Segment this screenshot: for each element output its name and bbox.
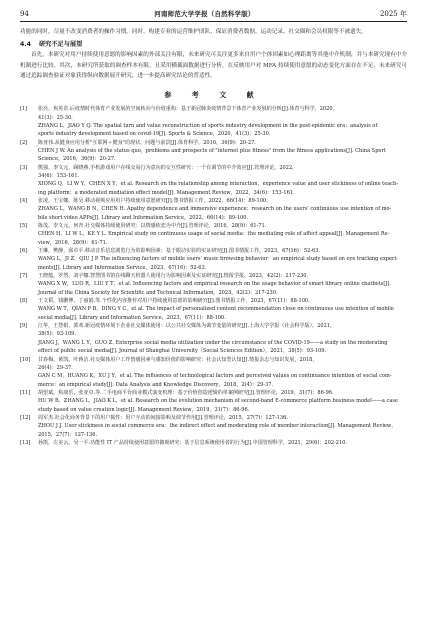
reference-line: 34(6)：153-161.	[38, 172, 80, 179]
journal-title: 河南师范大学学报（自然科学版）	[154, 10, 255, 18]
reference-line: view，2016，28(9)：61-71.	[38, 239, 108, 246]
reference-line: 王琳，樊静，邱卓平.移动音乐信息浏览行为的影响因素：基于眼动实验的实证研究[J].图书情报工作，2023，67(16)：52-63.	[38, 248, 321, 255]
reference-text	[38, 322, 407, 355]
reference-line: 张凌，王宝娜，陈吴.移动视频应用用户持续使用意愿研究[J].图书情报工作，2022，66(14)：89-100.	[38, 197, 268, 204]
reference-line: WANG W T，QIAN P B，DING Y C，et al. The impact of personalized content recommendation close on continuous use intention of mobile	[38, 306, 394, 313]
reference-line: CHEN H，LI W L，KE Y L. Empirical study on continuous usage of social media：the mediating role of affect appeal[J]. Management Re-	[38, 231, 390, 238]
reference-line: merce：an empirical study[J]. Data Analysis and Knowledge Discovery，2018，2(4)：29-37.	[38, 381, 274, 388]
reference-line: 江华，王慧娟，郭欢.新冠疫情环境下企业社交媒体使用：以公共社交媒体为调节变量的研究[J].上海大学学报（社会科学版），2021，	[38, 323, 336, 330]
reference-line: 陈茂，李文元，何青.社交媒体持续使用研究：以情感依恋为中介[J].管理评论，2016，28(9)：61-71.	[38, 223, 267, 229]
reference-line: WANG X W，LUO R，LIU Y T，et al. Influencing factors and empirical research on the usage behavior of smart library online chatbots[J].	[38, 281, 391, 288]
year: 2025 年	[379, 10, 407, 18]
reference-index: [9]	[20, 323, 28, 330]
reference-item	[20, 356, 407, 389]
reference-index: [1]	[20, 106, 28, 113]
reference-item	[20, 164, 407, 197]
reference-line: social media[J]. Library and Information Service，2023，67(11)：88-100.	[38, 314, 226, 321]
reference-text	[38, 164, 407, 197]
reference-line: 41(3)：25-30.	[38, 114, 73, 121]
page-number: 94	[20, 10, 29, 18]
reference-line: JIANG J，WANG L Y，GUO Z. Enterprise social media utilization under the circumstance of the COVID-19——a study on the moderating	[38, 339, 388, 346]
reference-line: 胡望斌，焦康乐，张亚卓.等.二手电商平台商业模式演变机理：基于价值创造逻辑的单案例研究[J].管理评论，2019，31(7)：86-96.	[38, 389, 334, 396]
reference-text	[38, 272, 407, 297]
reference-item	[20, 439, 407, 447]
reference-line: 26(4)：29-37.	[38, 364, 73, 371]
reference-line: CHEN J W. An analysis of the status quo，problems and prospects of "internet plus fitness" from the fitness applications[J]. China Sport	[38, 147, 386, 154]
reference-index: [2]	[20, 139, 28, 146]
section-title: 研究不足与展望	[38, 40, 83, 48]
reference-line: 张亮，焦英奇.后疫情时代体育产业发展的空间转向与价值重构：基于新冠肺炎疫情背景下体育产业发展的分析[J].体育与科学，2020，	[38, 106, 338, 113]
reference-line: Science，2016，36(9)：20-27.	[38, 156, 116, 163]
reference-line: ZHOU J J. User stickiness in social commerce era：the indirect effect and moderating role of member interaction[J]. Management Review，	[38, 423, 397, 430]
reference-text	[38, 439, 407, 447]
reference-index: [8]	[20, 298, 28, 305]
reference-text	[38, 389, 407, 414]
reference-line: effect of public social media[J]. Journal of Shanghai University（Social Sciences Edition），2021，38(5)：93-109.	[38, 348, 327, 355]
reference-index: [12]	[20, 414, 31, 421]
reference-line: 38(5)：93-109.	[38, 331, 76, 338]
reference-line: GAN C M，HUANG K，XU J Y，et al. The influences of technological factors and perceived values on continuance intention of social com-	[38, 373, 392, 380]
reference-text	[38, 105, 407, 138]
reference-text	[38, 247, 407, 272]
reference-item	[20, 222, 407, 247]
reference-item	[20, 414, 407, 439]
reference-index: [4]	[20, 197, 28, 204]
reference-list	[20, 105, 407, 447]
reference-line: 陈亚伟.从健身应用分析"互联网＋健身"的现状、问题与前景[J].体育科学，2016，36(9)：20-27.	[38, 139, 256, 146]
reference-line: 甘春梅，黄凯，叶蒋洁.社交媒体用户工作情感因素与感知价值的影响研究：社会认知型认知[J].情报杂志与知识发展，2018，	[38, 356, 318, 363]
references-heading: 参 考 文 献	[164, 91, 263, 100]
reference-line: 周军杰.社会化商务背景下的用户黏性：用户互动的间接影响及调节作用[J].管理评论，2015，27(7)：127-136.	[38, 414, 288, 421]
reference-index: [5]	[20, 223, 28, 229]
reference-item	[20, 247, 407, 272]
reference-item	[20, 197, 407, 222]
reference-item	[20, 272, 407, 297]
reference-text	[38, 297, 407, 322]
reference-text	[38, 222, 407, 247]
running-header	[20, 9, 407, 22]
section-heading	[20, 40, 407, 50]
section-paragraph: 首先，本研究对用户持续使用意愿的影响因素的外部关注有限，未来研究可关注更多来自用户个体因素如心理距离等其他中介机制，并与本研究现有中介机制进行比较。其次，本研究所获取的调查样本有限，且采用横截面数据进行分析，在反映用户对 MFA 持续使用意愿的动态变化方面存在不足，未来研究可通过追踪调查验证对象获得纵向数据展开研究，进一步提高研究结论的普适性。	[20, 51, 407, 80]
reference-line: XIONG Q，LI W Y，CHEN X Y，et al. Research on the relationship among interaction，experience value and user stickiness of online teach-	[38, 181, 398, 188]
reference-line: sports industry development based on covid-19[J]. Sports & Science，2020，41(3)：25-30.	[38, 131, 271, 138]
reference-line: ments[J]. Library and Information Service，2023，67(16)：52-63.	[38, 264, 207, 271]
reference-line: 王晓蕴，罗然，刘宇娜.智慧图书馆在线聊天机器人使用行为影响因素及实证研究[J].情报学报，2023，42(2)：217-230.	[38, 273, 309, 280]
reference-line: 孙凯，左美云，吴一平.功能性 IT 产品持续使用意愿的微观研究：基于信息系统使用者的行为[J].中国管理科学，2021，29(6)：202-210.	[38, 439, 347, 446]
reference-text	[38, 414, 407, 439]
reference-line: ing platform：a moderated mediation effect model[J]. Management Review，2022，34(6)：153-161.	[38, 189, 295, 196]
reference-line: WANG L，JI Z，QIU J P. The influencing factors of mobile users' music browsing behavior：an empirical study based on eye tracking experi-	[38, 256, 398, 263]
reference-text	[38, 139, 407, 164]
reference-item	[20, 322, 407, 355]
reference-index: [10]	[20, 356, 31, 363]
section-number: 4.4	[20, 40, 31, 48]
reference-text	[38, 356, 407, 389]
reference-line: ZHANG L，WANG B N，CHEN H. Apathy dependence and immersive experience：research on the users' continuous use intention of mo-	[38, 206, 392, 213]
reference-item	[20, 297, 407, 322]
reference-index: [6]	[20, 248, 28, 255]
reference-item	[20, 139, 407, 164]
intro-paragraph: 功能的同时，尽量不改变消费者的操作习惯。同时，构建专业的运营维护团队，保证消费者数据、运动记录、社交圈和会员权限等不被遗失。	[20, 29, 367, 35]
reference-index: [7]	[20, 273, 28, 280]
reference-index: [13]	[20, 439, 31, 446]
reference-text	[38, 197, 407, 222]
reference-item	[20, 389, 407, 414]
reference-line: 熊强，李文元，顾晓燕.手机游戏用户在线交易行为意向的交互性研究：一个有调节的中介效应[J].管理评论，2022，	[38, 164, 298, 171]
reference-line: bile short video APPs[J]. Library and Information Service，2022，66(14)：89-100.	[38, 214, 249, 221]
reference-line: ZHANG L，JIAO Y Q. The spatial turn and value reconstruction of sports industry development in the post-epidemic era：analysis of	[38, 122, 378, 129]
reference-index: [11]	[20, 389, 31, 396]
reference-index: [3]	[20, 164, 28, 171]
reference-item	[20, 105, 407, 138]
reference-line: HU W B，ZHANG L，JIAO K L，et al. Research on the evolution mechanism of second-hand E-commerce platform business model——a case	[38, 398, 398, 405]
reference-line: 2015，27(7)：127-136.	[38, 431, 98, 438]
reference-line: Journal of the China Society for Scientific and Technical Information，2023，42(2)：217-230.	[38, 289, 278, 296]
reference-line: 王文韬，钱鹏博，丁丽娟.等.个性化内容推荐对用户持续使用意愿的影响研究[J].图书情报工作，2023，67(11)：88-100.	[38, 298, 310, 305]
reference-line: study based on value creation logic[J]. Management Review，2019，31(7)：86-96.	[38, 406, 250, 413]
